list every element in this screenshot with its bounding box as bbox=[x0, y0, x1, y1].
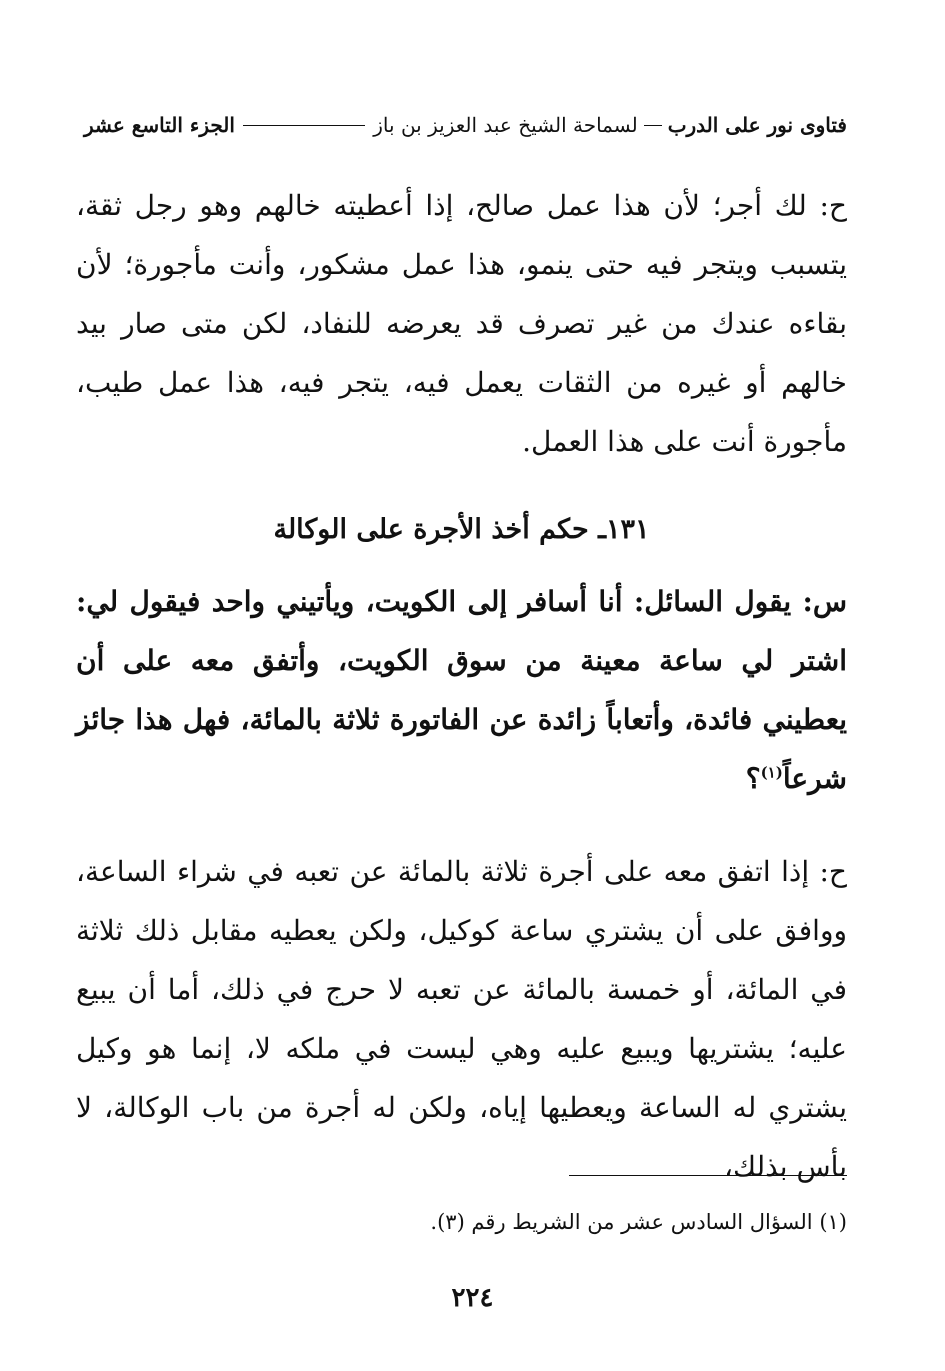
book-title: فتاوى نور على الدرب bbox=[667, 113, 847, 137]
footnote-divider bbox=[569, 1175, 847, 1176]
author-name: لسماحة الشيخ عبد العزيز بن باز bbox=[373, 113, 638, 137]
header-rule bbox=[243, 125, 365, 126]
section-heading: ١٣١ـ حكم أخذ الأجرة على الوكالة bbox=[273, 514, 650, 545]
question-prefix: س: bbox=[802, 585, 848, 618]
question-paragraph bbox=[76, 572, 847, 808]
question-end: ؟ bbox=[745, 762, 761, 795]
answer-paragraph-2: ح: إذا اتفق معه على أجرة ثلاثة بالمائة عن تعبه في شراء الساعة، ووافق على أن يشتري ساعة كوكيل، ولكن يعطيه مقابل ذلك ثلاثة في المائة، أو خمسة بالمائة عن تعبه لا حرج في ذلك، أما أن يبيع عليه؛ يشتريها ويبيع عليه وهي ليست في ملكه لا، إنما هو وكيل يشتري له الساعة ويعطيها إياه، ولكن له أجرة من باب الوكالة، لا بأس بذلك، bbox=[76, 855, 847, 1183]
page-number: ٢٢٤ bbox=[451, 1283, 494, 1313]
footnote-marker[interactable]: (١) bbox=[760, 763, 783, 782]
footnote: (١) السؤال السادس عشر من الشريط رقم (٣). bbox=[430, 1210, 847, 1234]
volume-label: الجزء التاسع عشر bbox=[84, 113, 235, 137]
title-separator bbox=[644, 125, 662, 126]
answer-paragraph-1: ح: لك أجر؛ لأن هذا عمل صالح، إذا أعطيته خالهم وهو رجل ثقة، يتسبب ويتجر فيه حتى ينمو، هذا عمل مشكور، وأنت مأجورة؛ لأن بقاءه عندك من غير تصرف قد يعرضه للنفاد، لكن متى صار بيد خالهم أو غيره من الثقات يعمل فيه، يتجر فيه، هذا عمل طيب، مأجورة أنت على هذا العمل. bbox=[76, 189, 847, 458]
question-text: يقول السائل: أنا أسافر إلى الكويت، ويأتيني واحد فيقول لي: اشتر لي ساعة معينة من سوق الكويت، وأتفق معه على أن يعطيني فائدة، وأتعاباً زائدة عن الفاتورة ثلاثة بالمائة، فهل هذا جائز شرعاً bbox=[76, 585, 847, 795]
running-header bbox=[84, 108, 847, 142]
